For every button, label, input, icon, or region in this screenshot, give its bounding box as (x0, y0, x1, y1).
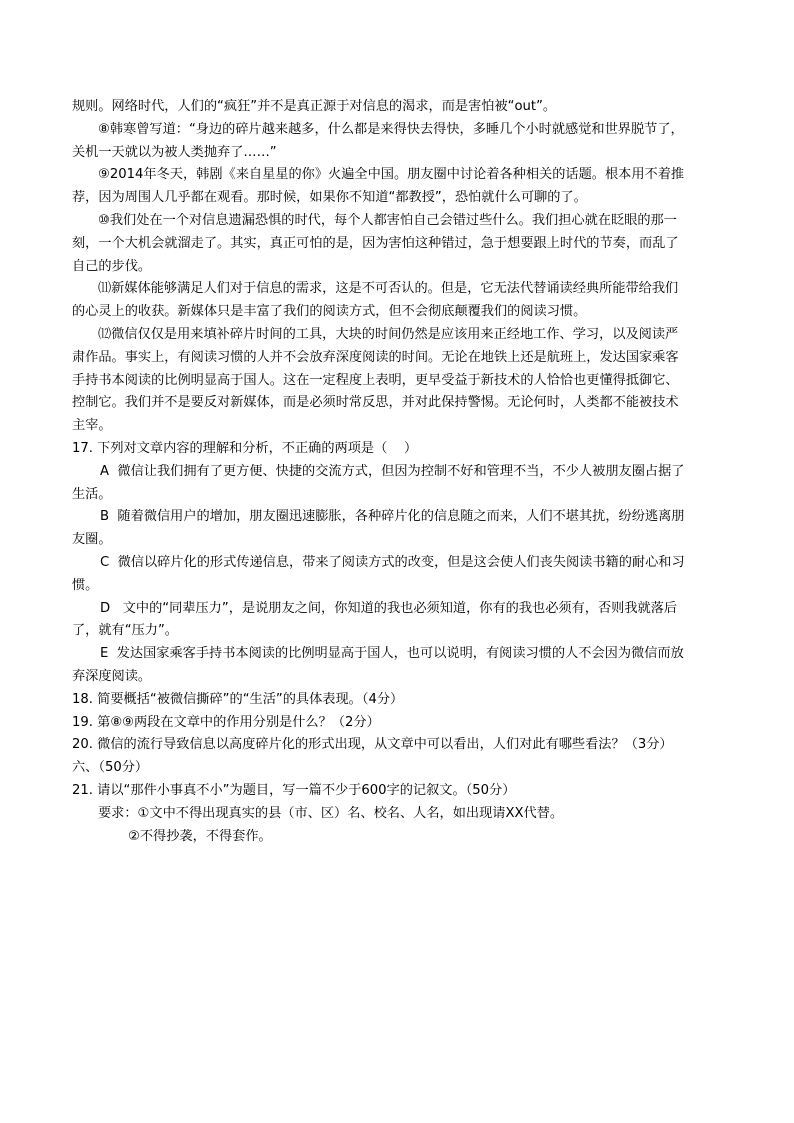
question-17-option-e-line-2: 弃深度阅读。 (72, 668, 152, 684)
passage-p11-line-2: 的心灵上的收获。新媒体只是丰富了我们的阅读方式，但不会彻底颠覆我们的阅读习惯。 (72, 304, 587, 320)
question-17-option-c-line-2: 惯。 (72, 577, 99, 593)
question-21-requirement-2: ②不得抄袭，不得套作。 (128, 828, 272, 844)
question-17-option-a-line-2: 生活。 (72, 486, 112, 502)
question-17-option-e-line-1: E 发达国家乘客手持书本阅读的比例明显高于国人，也可以说明，有阅读习惯的人不会因为微信而放 (100, 646, 684, 662)
passage-p11-line-1: ⑾新媒体能够满足人们对于信息的需求，这是不可否认的。但是，它无法代替诵读经典所能带给我们 (98, 281, 679, 297)
passage-p12-line-4: 控制它。我们并不是要反对新媒体，而是必须时常反思，并对此保持警惕。无论何时，人类都不能被技术 (72, 395, 679, 411)
passage-p12-line-2: 肃作品。事实上，有阅读习惯的人并不会放弃深度阅读的时间。无论在地铁上还是航班上，发达国家乘客 (72, 349, 679, 365)
question-17-stem: 17. 下列对文章内容的理解和分析，不正确的两项是（ ） (72, 440, 418, 456)
question-17-option-d-line-2: 了，就有“压力”。 (72, 623, 178, 639)
passage-p12-line-1: ⑿微信仅仅是用来填补碎片时间的工具，大块的时间仍然是应该用来正经地工作、学习，以及阅读严 (98, 326, 679, 342)
passage-p10-line-2: 刻，一个大机会就溜走了。其实，真正可怕的是，因为害怕这种错过，急于想要跟上时代的节奏，而乱了 (72, 235, 679, 251)
question-21-requirement-1: 要求：①文中不得出现真实的县（市、区）名、校名、人名，如出现请XX代替。 (98, 805, 564, 821)
passage-p10-line-3: 自己的步伐。 (72, 258, 152, 274)
question-17-option-c-line-1: C 微信以碎片化的形式传递信息，带来了阅读方式的改变，但是这会使人们丧失阅读书籍的耐心和习 (100, 554, 685, 570)
passage-p9-line-2: 荐，因为周围人几乎都在观看。那时候，如果你不知道“都教授”，恐怕就什么可聊的了。 (72, 190, 587, 206)
question-18: 18. 简要概括“被微信撕碎”的“生活”的具体表现。（4分） (72, 691, 404, 707)
passage-p8-line-1: ⑧韩寒曾写道：“身边的碎片越来越多，什么都是来得快去得快，多睡几个小时就感觉和世界脱节了， (98, 121, 684, 137)
question-19: 19. 第⑧⑨两段在文章中的作用分别是什么？（2分） (72, 714, 380, 730)
question-17-option-a-line-1: A 微信让我们拥有了更方便、快捷的交流方式，但因为控制不好和管理不当，不少人被朋友圈占据了 (100, 463, 685, 479)
passage-p12-line-3: 手持书本阅读的比例明显高于国人。这在一定程度上表明，更早受益于新技术的人恰恰也更懂得抵御它、 (72, 372, 679, 388)
passage-p10-line-1: ⑩我们处在一个对信息遗漏恐惧的时代，每个人都害怕自己会错过些什么。我们担心就在眨眼的那一 (98, 212, 677, 228)
question-20: 20. 微信的流行导致信息以高度碎片化的形式出现，从文章中可以看出，人们对此有哪些看法？（3分） (72, 737, 673, 753)
question-17-option-b-line-2: 友圈。 (72, 532, 112, 548)
section-6-heading: 六、（50分） (72, 760, 149, 776)
exam-page (72, 96, 724, 848)
passage-p12-line-5: 主宰。 (72, 418, 112, 434)
passage-p8-line-2: 关机一天就以为被人类抛弃了……” (72, 144, 277, 160)
passage-p7-line-1: 规则。网络时代，人们的“疯狂”并不是真正源于对信息的渴求，而是害怕被“out”。 (72, 99, 557, 114)
passage-p9-line-1: ⑨2014年冬天，韩剧《来自星星的你》火遍全中国。朋友圈中讨论着各种相关的话题。根本用不着推 (98, 167, 685, 183)
question-17-option-d-line-1: D 文中的“同辈压力”，是说朋友之间，你知道的我也必须知道，你有的我也必须有，否则我就落后 (100, 600, 678, 616)
question-21: 21. 请以“那件小事真不小”为题目，写一篇不少于600字的记叙文。（50分） (72, 782, 516, 798)
question-17-option-b-line-1: B 随着微信用户的增加，朋友圈迅速膨胀，各种碎片化的信息随之而来，人们不堪其扰，纷纷逃离朋 (100, 509, 685, 525)
